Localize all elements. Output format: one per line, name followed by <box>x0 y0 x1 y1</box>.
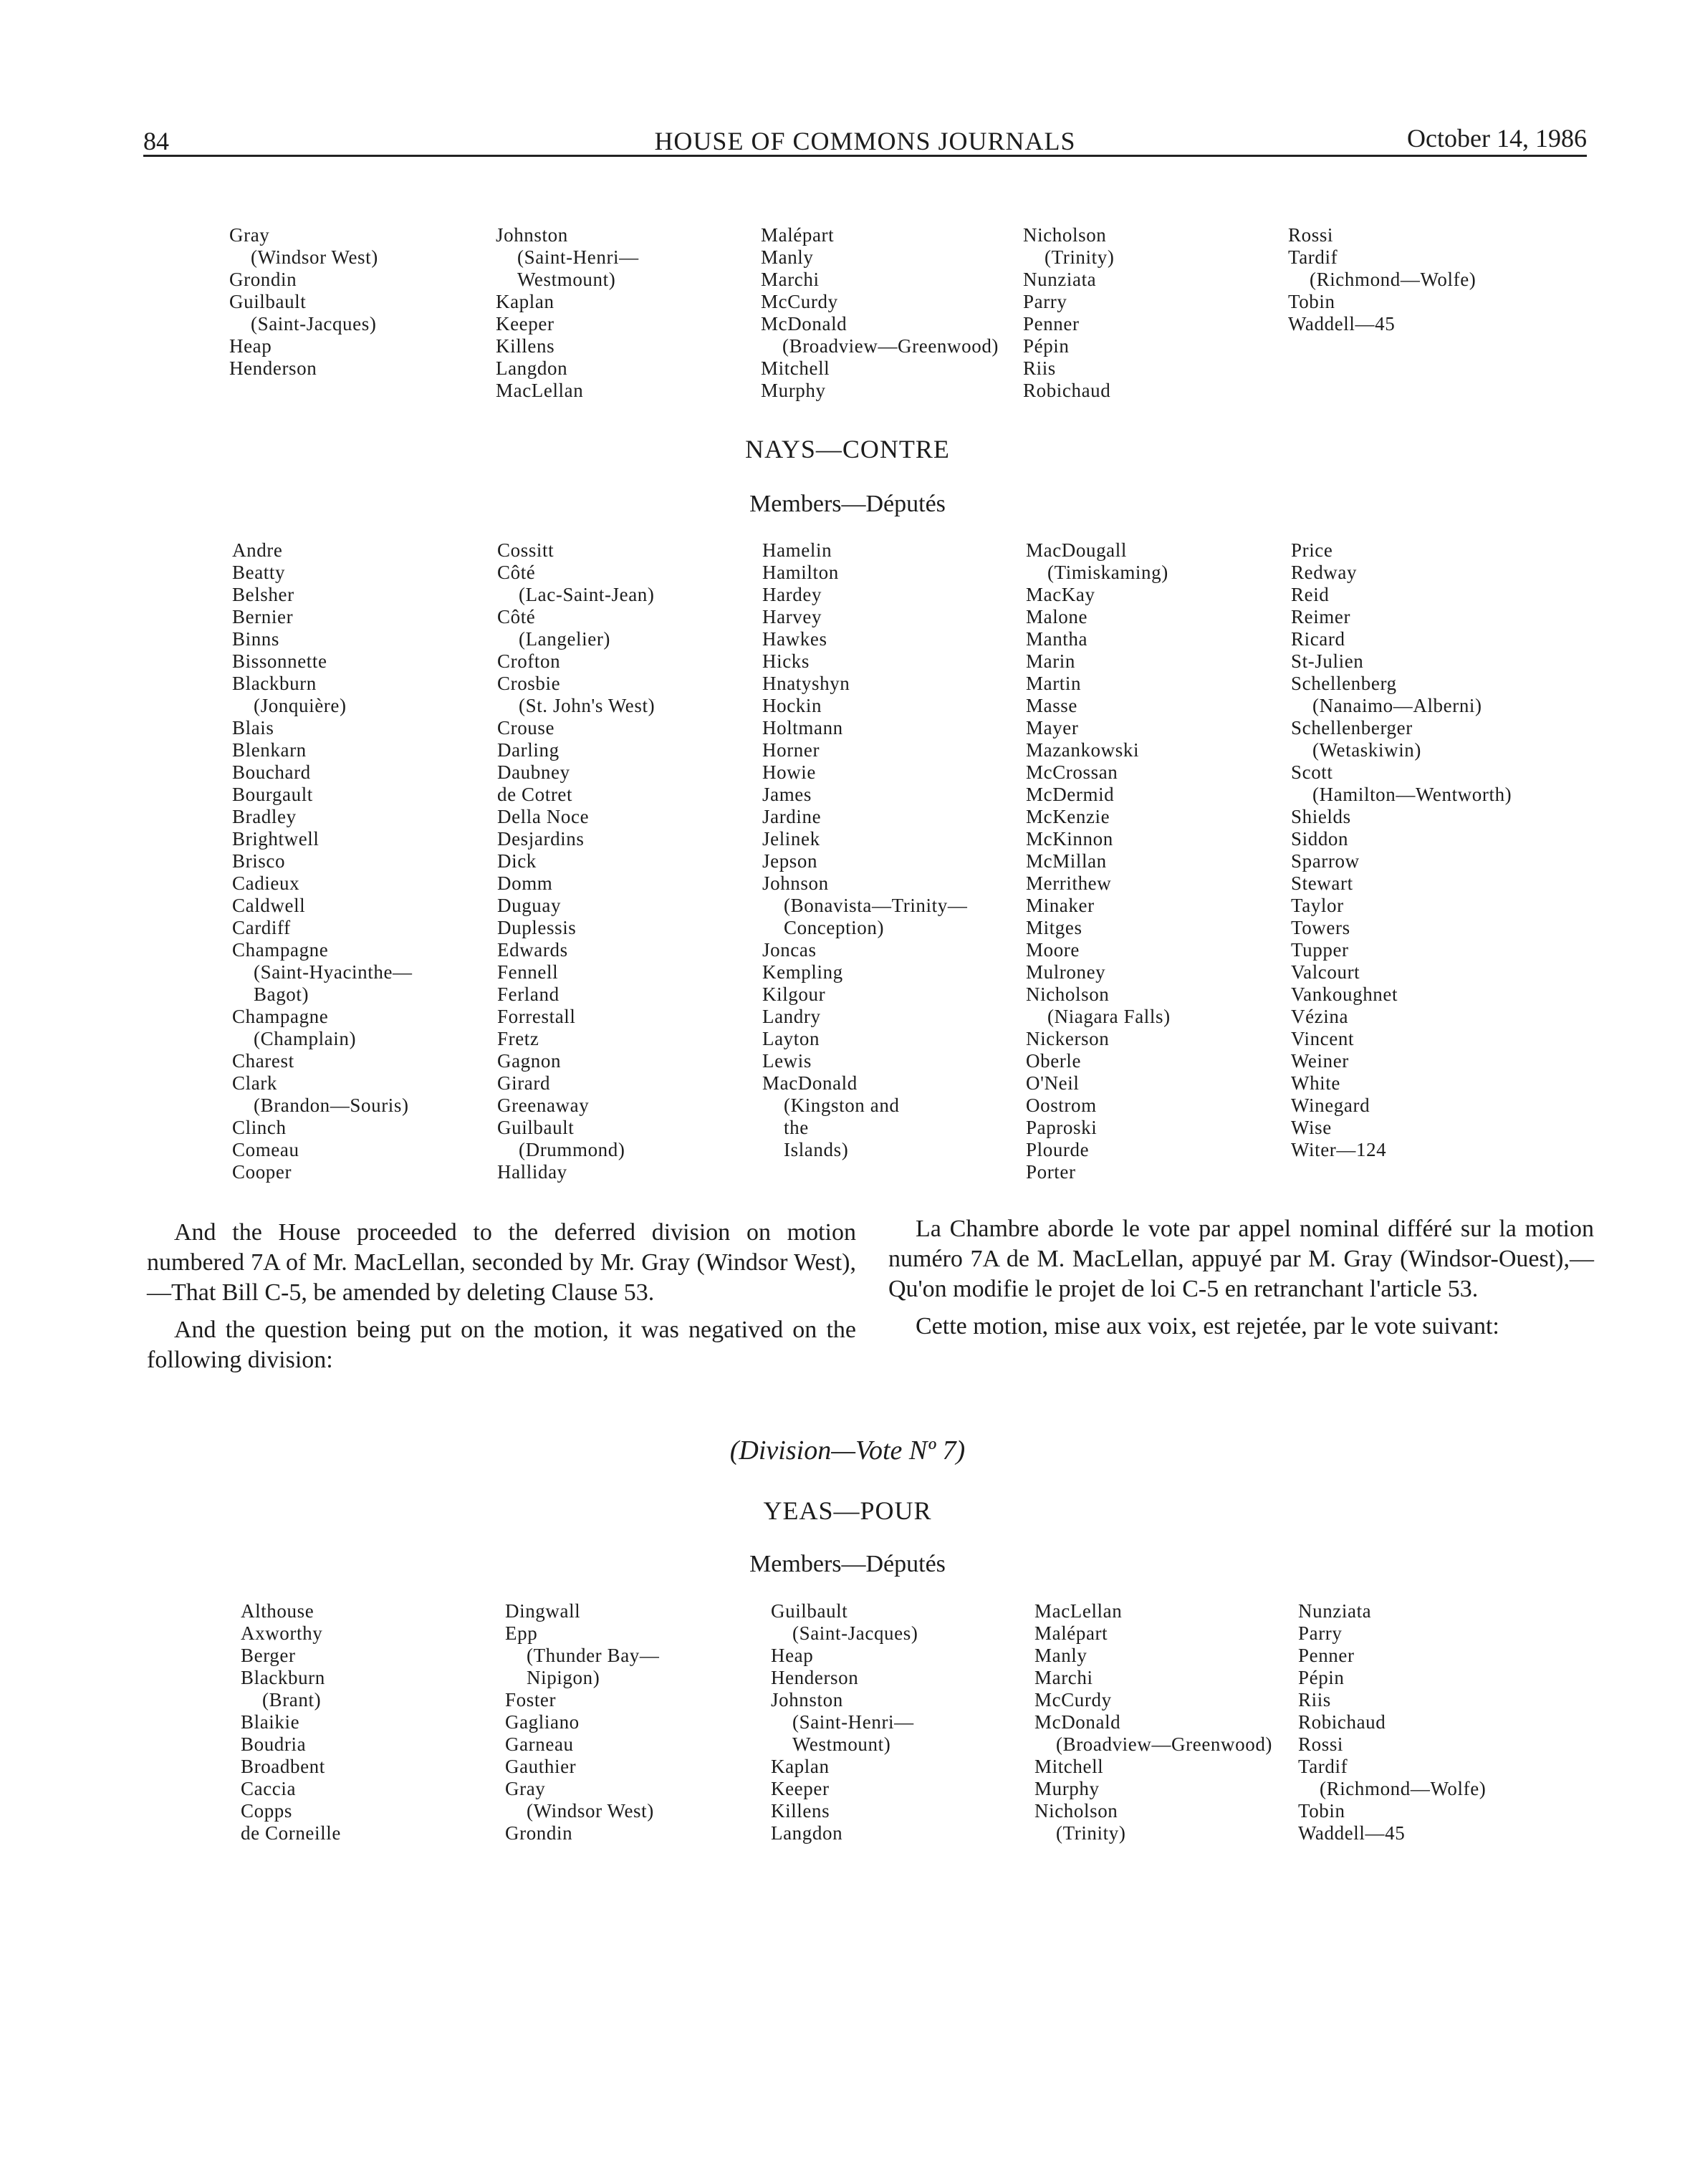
member-name: Gray <box>505 1778 546 1799</box>
constituency-label: (Windsor West) <box>527 1800 654 1822</box>
english-paragraph: And the House proceeded to the deferred division on motion numbered 7A of Mr. MacLellan, seconded by Mr. Gray (Windsor West),—That Bill C-5, be amended by deleting Clause 53. <box>147 1219 856 1306</box>
member-name: Tobin <box>1298 1800 1345 1822</box>
member-name: Kilgour <box>762 983 826 1005</box>
member-name: McDonald <box>1034 1711 1121 1733</box>
member-name: Cooper <box>232 1161 292 1183</box>
constituency-label: (Kingston and <box>784 1095 900 1116</box>
constituency-label: (Trinity) <box>1056 1822 1126 1844</box>
member-name: Schellenberg <box>1291 673 1397 694</box>
member-name: Shields <box>1291 806 1351 827</box>
name-column <box>1034 1600 1272 1844</box>
member-name: Dick <box>497 850 537 872</box>
member-name: Langdon <box>496 357 568 379</box>
member-name: Jepson <box>762 850 818 872</box>
division-heading: (Division—Vote Nº 7) <box>729 1435 966 1466</box>
member-name: Fennell <box>497 961 559 983</box>
member-name: Axworthy <box>241 1622 323 1644</box>
member-name: Blaikie <box>241 1711 300 1733</box>
member-name: Merrithew <box>1026 872 1112 894</box>
member-name: St-Julien <box>1291 650 1364 672</box>
member-name: Joncas <box>762 939 817 961</box>
member-name: Cardiff <box>232 917 291 938</box>
member-name: Mayer <box>1026 717 1079 739</box>
name-column <box>1023 224 1114 402</box>
constituency-label: (Drummond) <box>519 1139 625 1160</box>
member-name: Epp <box>505 1622 538 1644</box>
member-name: Masse <box>1026 695 1077 716</box>
constituency-label: (Saint-Henri— <box>517 246 639 268</box>
member-name: Redway <box>1291 562 1358 583</box>
nays-heading: NAYS—CONTRE <box>745 435 950 463</box>
member-name: Kaplan <box>771 1756 830 1777</box>
member-name: Hockin <box>762 695 822 716</box>
member-name: Edwards <box>497 939 568 961</box>
member-name: Porter <box>1026 1161 1076 1183</box>
member-name: Nunziata <box>1023 269 1097 290</box>
member-name: Oberle <box>1026 1050 1082 1072</box>
member-name: Tardif <box>1288 246 1338 268</box>
member-name: Horner <box>762 739 820 761</box>
member-name: Copps <box>241 1800 293 1822</box>
member-name: Minaker <box>1026 895 1095 916</box>
member-name: Hnatyshyn <box>762 673 850 694</box>
member-name: Caccia <box>241 1778 297 1799</box>
member-name: MacDonald <box>762 1072 858 1094</box>
member-name: Oostrom <box>1026 1095 1097 1116</box>
member-name: Moore <box>1026 939 1080 961</box>
member-name: Keeper <box>496 313 554 335</box>
member-name: Rossi <box>1298 1733 1344 1755</box>
member-name: Manly <box>761 246 814 268</box>
member-name: MacLellan <box>1034 1600 1123 1622</box>
name-column <box>229 224 378 380</box>
member-name: Henderson <box>771 1667 859 1688</box>
member-name: Malépart <box>761 224 835 246</box>
member-name: Crosbie <box>497 673 561 694</box>
member-name: Hawkes <box>762 628 827 650</box>
member-name: Hardey <box>762 584 822 605</box>
member-name: McDonald <box>761 313 848 335</box>
name-column <box>771 1600 918 1844</box>
member-name: White <box>1291 1072 1340 1094</box>
constituency-label: (Trinity) <box>1045 246 1115 268</box>
member-name: Pépin <box>1298 1667 1345 1688</box>
french-text <box>888 1214 1594 1349</box>
member-name: Valcourt <box>1291 961 1360 983</box>
member-name: Stewart <box>1291 872 1353 894</box>
constituency-label: (Saint-Jacques) <box>792 1622 918 1644</box>
name-column <box>1026 539 1171 1183</box>
member-name: Parry <box>1298 1622 1343 1644</box>
member-name: Hamilton <box>762 562 839 583</box>
member-name: Murphy <box>1034 1778 1100 1799</box>
member-name: Jardine <box>762 806 822 827</box>
member-name: Blais <box>232 717 274 739</box>
header-rule <box>143 155 1587 157</box>
member-name: Clark <box>232 1072 277 1094</box>
member-name: Blenkarn <box>232 739 307 761</box>
member-name: Nicholson <box>1023 224 1107 246</box>
member-name: Cadieux <box>232 872 300 894</box>
yeas-heading: YEAS—POUR <box>763 1496 932 1525</box>
member-name: Côté <box>497 606 536 627</box>
member-name: Johnston <box>771 1689 843 1711</box>
member-name: Champagne <box>232 939 329 961</box>
member-name: MacDougall <box>1026 539 1127 561</box>
constituency-label: (Broadview—Greenwood) <box>1056 1733 1273 1755</box>
constituency-label: (Jonquière) <box>254 695 347 716</box>
member-name: Pépin <box>1023 335 1070 357</box>
member-name: Dingwall <box>505 1600 581 1622</box>
member-name: Bernier <box>232 606 294 627</box>
member-name: Layton <box>762 1028 820 1049</box>
member-name: McKenzie <box>1026 806 1110 827</box>
constituency-label: Westmount) <box>792 1733 891 1755</box>
member-name: Fretz <box>497 1028 539 1049</box>
member-name: Plourde <box>1026 1139 1090 1160</box>
member-name: Killens <box>496 335 555 357</box>
constituency-label: (Brant) <box>262 1689 322 1711</box>
member-name: Riis <box>1298 1689 1331 1711</box>
member-name: Robichaud <box>1298 1711 1386 1733</box>
member-name: Binns <box>232 628 280 650</box>
member-name: Weiner <box>1291 1050 1349 1072</box>
member-name: McCrossan <box>1026 761 1118 783</box>
member-name: Crouse <box>497 717 555 739</box>
member-name: Côté <box>497 562 536 583</box>
member-name: Guilbault <box>771 1600 848 1622</box>
french-paragraph: La Chambre aborde le vote par appel nominal différé sur la motion numéro 7A de M. MacLellan, appuyé par M. Gray (Windsor-Ouest),—Qu'on modifie le projet de loi C-5 en retranchant l'article 53. <box>888 1216 1594 1302</box>
member-name: Martin <box>1026 673 1082 694</box>
member-name: O'Neil <box>1026 1072 1080 1094</box>
name-column <box>232 539 413 1183</box>
member-name: Siddon <box>1291 828 1349 850</box>
member-name: McMillan <box>1026 850 1107 872</box>
member-name: Robichaud <box>1023 380 1111 401</box>
constituency-label: Westmount) <box>517 269 616 290</box>
member-name: Kempling <box>762 961 843 983</box>
member-name: Darling <box>497 739 560 761</box>
constituency-label: (Lac-Saint-Jean) <box>519 584 655 605</box>
member-name: Girard <box>497 1072 551 1094</box>
member-name: Desjardins <box>497 828 585 850</box>
member-name: Waddell—45 <box>1288 313 1396 335</box>
member-name: de Corneille <box>241 1822 341 1844</box>
member-name: McCurdy <box>761 291 838 312</box>
member-name: Halliday <box>497 1161 567 1183</box>
member-name: Keeper <box>771 1778 830 1799</box>
member-name: Bissonnette <box>232 650 327 672</box>
constituency-label: (Champlain) <box>254 1028 357 1049</box>
member-name: Guilbault <box>497 1117 575 1138</box>
member-name: Landry <box>762 1006 821 1027</box>
member-name: Mitchell <box>761 357 830 379</box>
constituency-label: Islands) <box>784 1139 849 1160</box>
member-name: Duplessis <box>497 917 577 938</box>
member-name: Duguay <box>497 895 562 916</box>
member-name: Mitges <box>1026 917 1082 938</box>
member-name: Tardif <box>1298 1756 1348 1777</box>
member-name: Harvey <box>762 606 822 627</box>
member-name: Foster <box>505 1689 557 1711</box>
member-name: Marchi <box>761 269 820 290</box>
member-name: MacLellan <box>496 380 584 401</box>
constituency-label: (Saint-Henri— <box>792 1711 914 1733</box>
member-name: Mulroney <box>1026 961 1106 983</box>
constituency-label: (Nanaimo—Alberni) <box>1312 695 1482 716</box>
member-name: Broadbent <box>241 1756 325 1777</box>
constituency-label: (Niagara Falls) <box>1047 1006 1171 1027</box>
constituency-label: (Richmond—Wolfe) <box>1310 269 1476 290</box>
member-name: Heap <box>229 335 272 357</box>
member-name: Grondin <box>505 1822 573 1844</box>
constituency-label: Nipigon) <box>527 1667 600 1688</box>
member-name: Cossitt <box>497 539 554 561</box>
member-name: Marchi <box>1034 1667 1093 1688</box>
member-name: Ricard <box>1291 628 1345 650</box>
member-name: MacKay <box>1026 584 1095 605</box>
name-column <box>1298 1600 1486 1844</box>
member-name: Mantha <box>1026 628 1088 650</box>
member-name: Bourgault <box>232 784 313 805</box>
member-name: Penner <box>1298 1645 1355 1666</box>
english-paragraph: And the question being put on the motion, it was negatived on the following division: <box>147 1317 856 1373</box>
journal-title: HOUSE OF COMMONS JOURNALS <box>654 127 1076 155</box>
member-name: Gagnon <box>497 1050 562 1072</box>
member-name: Hicks <box>762 650 810 672</box>
member-name: Belsher <box>232 584 294 605</box>
member-name: Penner <box>1023 313 1080 335</box>
member-name: de Cotret <box>497 784 573 805</box>
member-name: Guilbault <box>229 291 307 312</box>
member-name: Berger <box>241 1645 296 1666</box>
member-name: Domm <box>497 872 553 894</box>
name-column <box>1288 224 1476 335</box>
member-name: Marin <box>1026 650 1075 672</box>
constituency-label: (Langelier) <box>519 628 611 650</box>
member-name: Daubney <box>497 761 570 783</box>
name-column <box>1291 539 1512 1161</box>
constituency-label: (Thunder Bay— <box>527 1645 660 1666</box>
constituency-label: (Richmond—Wolfe) <box>1320 1778 1487 1799</box>
constituency-label: (Windsor West) <box>251 246 378 268</box>
member-name: Boudria <box>241 1733 307 1755</box>
member-name: Della Noce <box>497 806 590 827</box>
constituency-label: (Hamilton—Wentworth) <box>1312 784 1512 805</box>
member-name: Henderson <box>229 357 317 379</box>
member-name: Johnson <box>762 872 829 894</box>
member-name: Andre <box>232 539 283 561</box>
member-name: Gagliano <box>505 1711 580 1733</box>
member-name: Forrestall <box>497 1006 576 1027</box>
journal-date: October 14, 1986 <box>1407 124 1587 153</box>
member-name: Waddell—45 <box>1298 1822 1406 1844</box>
member-name: Althouse <box>241 1600 314 1622</box>
member-name: Heap <box>771 1645 814 1666</box>
constituency-label: (Saint-Jacques) <box>251 313 377 335</box>
member-name: Caldwell <box>232 895 306 916</box>
member-name: Nicholson <box>1034 1800 1118 1822</box>
member-name: Howie <box>762 761 816 783</box>
members-heading: Members—Députés <box>749 491 946 517</box>
member-name: Nicholson <box>1026 983 1110 1005</box>
member-name: Champagne <box>232 1006 329 1027</box>
member-name: Jelinek <box>762 828 820 850</box>
constituency-label: (Saint-Hyacinthe— <box>254 961 413 983</box>
member-name: Reid <box>1291 584 1330 605</box>
member-name: Beatty <box>232 562 286 583</box>
member-name: Nickerson <box>1026 1028 1110 1049</box>
constituency-label: (Bonavista—Trinity— <box>784 895 968 916</box>
member-name: Tupper <box>1291 939 1349 961</box>
constituency-label: Conception) <box>784 917 885 938</box>
member-name: Bouchard <box>232 761 311 783</box>
member-name: Malone <box>1026 606 1088 627</box>
member-name: Brisco <box>232 850 286 872</box>
name-column <box>505 1600 660 1844</box>
member-name: Kaplan <box>496 291 554 312</box>
member-name: Brightwell <box>232 828 320 850</box>
member-name: Vankoughnet <box>1291 983 1398 1005</box>
page-header <box>143 120 1587 163</box>
member-name: Charest <box>232 1050 294 1072</box>
member-name: Manly <box>1034 1645 1087 1666</box>
english-text <box>147 1218 856 1382</box>
member-name: Riis <box>1023 357 1056 379</box>
member-name: Vincent <box>1291 1028 1355 1049</box>
member-name: Witer—124 <box>1291 1139 1387 1160</box>
name-column <box>497 539 655 1183</box>
member-name: McDermid <box>1026 784 1115 805</box>
member-name: Towers <box>1291 917 1350 938</box>
member-name: Winegard <box>1291 1095 1370 1116</box>
member-name: Greenaway <box>497 1095 590 1116</box>
member-name: Mitchell <box>1034 1756 1104 1777</box>
constituency-label: the <box>784 1117 809 1138</box>
member-name: Wise <box>1291 1117 1332 1138</box>
member-name: Taylor <box>1291 895 1344 916</box>
constituency-label: (Brandon—Souris) <box>254 1095 409 1116</box>
member-name: Scott <box>1291 761 1333 783</box>
member-name: Parry <box>1023 291 1067 312</box>
member-name: Rossi <box>1288 224 1334 246</box>
member-name: Hamelin <box>762 539 832 561</box>
member-name: Paproski <box>1026 1117 1098 1138</box>
member-name: Comeau <box>232 1139 299 1160</box>
member-name: Johnston <box>496 224 568 246</box>
member-name: Murphy <box>761 380 826 401</box>
page-number: 84 <box>143 127 169 155</box>
member-name: Sparrow <box>1291 850 1360 872</box>
member-name: Lewis <box>762 1050 812 1072</box>
member-name: Reimer <box>1291 606 1351 627</box>
constituency-label: Bagot) <box>254 983 309 1005</box>
member-name: Gauthier <box>505 1756 577 1777</box>
member-name: Clinch <box>232 1117 287 1138</box>
name-column <box>241 1600 341 1844</box>
member-name: McKinnon <box>1026 828 1113 850</box>
member-name: Blackburn <box>232 673 317 694</box>
member-name: Mazankowski <box>1026 739 1140 761</box>
member-name: Langdon <box>771 1822 843 1844</box>
member-name: Killens <box>771 1800 830 1822</box>
member-name: Garneau <box>505 1733 574 1755</box>
member-name: Crofton <box>497 650 561 672</box>
name-column <box>762 539 967 1161</box>
member-name: Tobin <box>1288 291 1335 312</box>
member-name: Grondin <box>229 269 297 290</box>
member-name: Schellenberger <box>1291 717 1413 739</box>
constituency-label: (St. John's West) <box>519 695 656 716</box>
constituency-label: (Timiskaming) <box>1047 562 1168 583</box>
constituency-label: (Wetaskiwin) <box>1312 739 1421 761</box>
member-name: Nunziata <box>1298 1600 1372 1622</box>
member-name: Bradley <box>232 806 297 827</box>
name-column <box>496 224 639 402</box>
member-name: Gray <box>229 224 270 246</box>
french-paragraph: Cette motion, mise aux voix, est rejetée, par le vote suivant: <box>916 1313 1499 1339</box>
member-name: Holtmann <box>762 717 843 739</box>
constituency-label: (Broadview—Greenwood) <box>782 335 999 357</box>
member-name: Malépart <box>1034 1622 1108 1644</box>
member-name: Vézina <box>1291 1006 1349 1027</box>
member-name: James <box>762 784 812 805</box>
members-heading: Members—Députés <box>749 1551 946 1577</box>
member-name: McCurdy <box>1034 1689 1112 1711</box>
member-name: Ferland <box>497 983 560 1005</box>
member-name: Price <box>1291 539 1333 561</box>
member-name: Blackburn <box>241 1667 325 1688</box>
name-column <box>761 224 999 402</box>
